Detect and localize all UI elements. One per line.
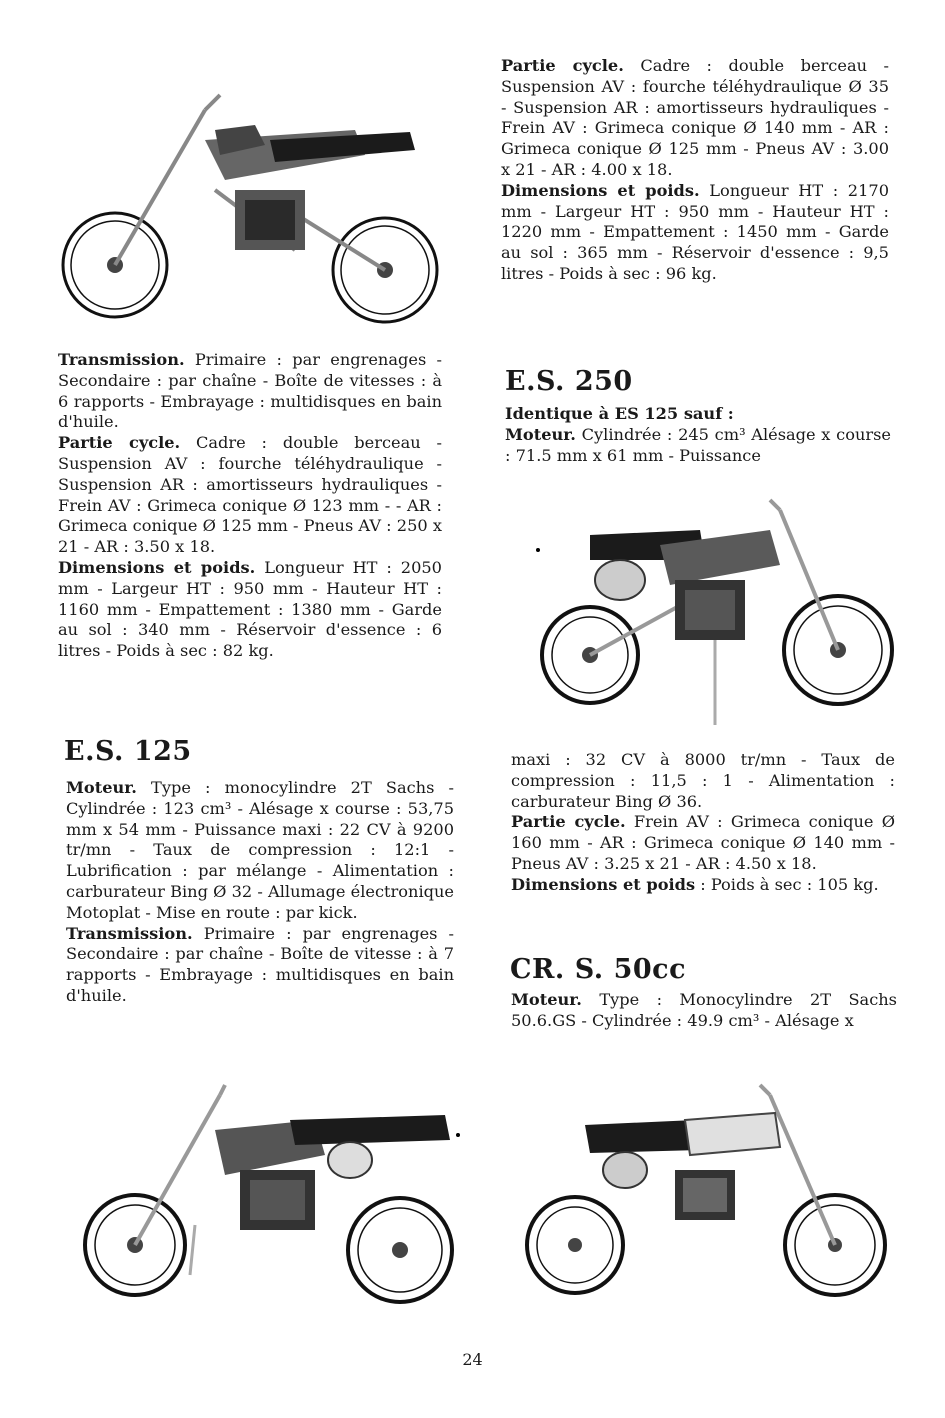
text: Cadre : double berceau - Suspension AV : fourche téléhydraulique - Suspension AR : amortisseurs hydrauliques - Frein AV : Grimeca conique Ø 123 mm - - AR : Grimeca conique Ø 125 mm - Pneus AV : 250 x 21 - AR : 3.50 x 18.	[58, 433, 442, 557]
left-top-text	[58, 350, 442, 662]
text: Cylindrée : 245 cm³ Alésage x course : 71.5 mm x 61 mm - Puissance	[505, 424, 891, 465]
crs50-heading: CR. S. 50cc	[510, 954, 687, 985]
page-number: 24	[462, 1350, 483, 1369]
es125-heading: E.S. 125	[64, 736, 192, 767]
motorcycle-photo-es250	[530, 490, 900, 730]
label: Transmission.	[66, 923, 193, 943]
label: Dimensions et poids	[511, 874, 696, 894]
label: Moteur.	[511, 990, 582, 1009]
text: maxi : 32 CV à 8000 tr/mn - Taux de compression : 11,5 : 1 - Alimentation : carburateur Bing Ø 36.	[511, 750, 895, 811]
label: Partie cycle.	[58, 433, 181, 453]
es250-intro	[505, 404, 891, 466]
es250-continued	[511, 750, 895, 896]
text: Primaire : par engrenages - Secondaire : par chaîne - Boîte de vitesses : à 6 rapports - Embrayage : multidisques en bain d'huile.	[58, 350, 442, 432]
label: Moteur.	[505, 424, 576, 444]
motorcycle-photo-top-left	[55, 70, 445, 335]
text: Type : monocylindre 2T Sachs - Cylindrée : 123 cm³ - Alésage x course : 53,75 mm x 54 mm - Puissance maxi : 22 CV à 9200 tr/mn - Taux de compression : 12:1 - Lubrification : par mélange - Alimentation : carburateur Bing Ø 32 - Allumage électronique Motoplat - Mise en route : par kick.	[66, 778, 454, 922]
es250-subtitle: Identique à ES 125 sauf :	[505, 404, 734, 423]
label: Partie cycle.	[501, 56, 624, 75]
text: : Poids à sec : 105 kg.	[695, 874, 879, 894]
label: Partie cycle.	[511, 812, 626, 832]
crs50-intro	[511, 990, 897, 1032]
motorcycle-photo-crs50	[515, 1075, 895, 1315]
motorcycle-photo-bottom-left	[75, 1075, 465, 1315]
text: Longueur HT : 2170 mm - Largeur HT : 950 mm - Hauteur HT : 1220 mm - Empattement : 1450 mm - Garde au sol : 365 mm - Réservoir d'essence : 9,5 litres - Poids à sec : 96 kg.	[501, 180, 889, 283]
text: Primaire : par engrenages - Secondaire : par chaîne - Boîte de vitesse : à 7 rapports - Embrayage : multidisques en bain d'huile.	[66, 923, 454, 1005]
text: Cadre : double berceau - Suspension AV : fourche téléhydraulique Ø 35 - Suspension AR : amortisseurs hydrauliques - Frein AV : Grimeca conique Ø 140 mm - AR : Grimeca conique Ø 125 mm - Pneus AV : 3.00 x 21 - AR : 4.00 x 18.	[501, 56, 889, 179]
label: Transmission.	[58, 350, 185, 369]
label: Dimensions et poids.	[58, 557, 256, 577]
es250-heading: E.S. 250	[505, 366, 633, 397]
text: Type : Monocylindre 2T Sachs 50.6.GS - Cylindrée : 49.9 cm³ - Alésage x	[511, 990, 897, 1030]
text: Frein AV : Grimeca conique Ø 160 mm - AR : Grimeca conique Ø 140 mm - Pneus AV : 3.25 x 21 - AR : 4.50 x 18.	[511, 812, 895, 873]
label: Dimensions et poids.	[501, 180, 700, 200]
right-top-text	[501, 56, 889, 285]
text: Longueur HT : 2050 mm - Largeur HT : 950 mm - Hauteur HT : 1160 mm - Empattement : 1380 mm - Garde au sol : 340 mm - Réservoir d'essence : 6 litres - Poids à sec : 82 kg.	[58, 557, 442, 661]
label: Moteur.	[66, 778, 137, 797]
es125-text	[66, 778, 454, 1007]
